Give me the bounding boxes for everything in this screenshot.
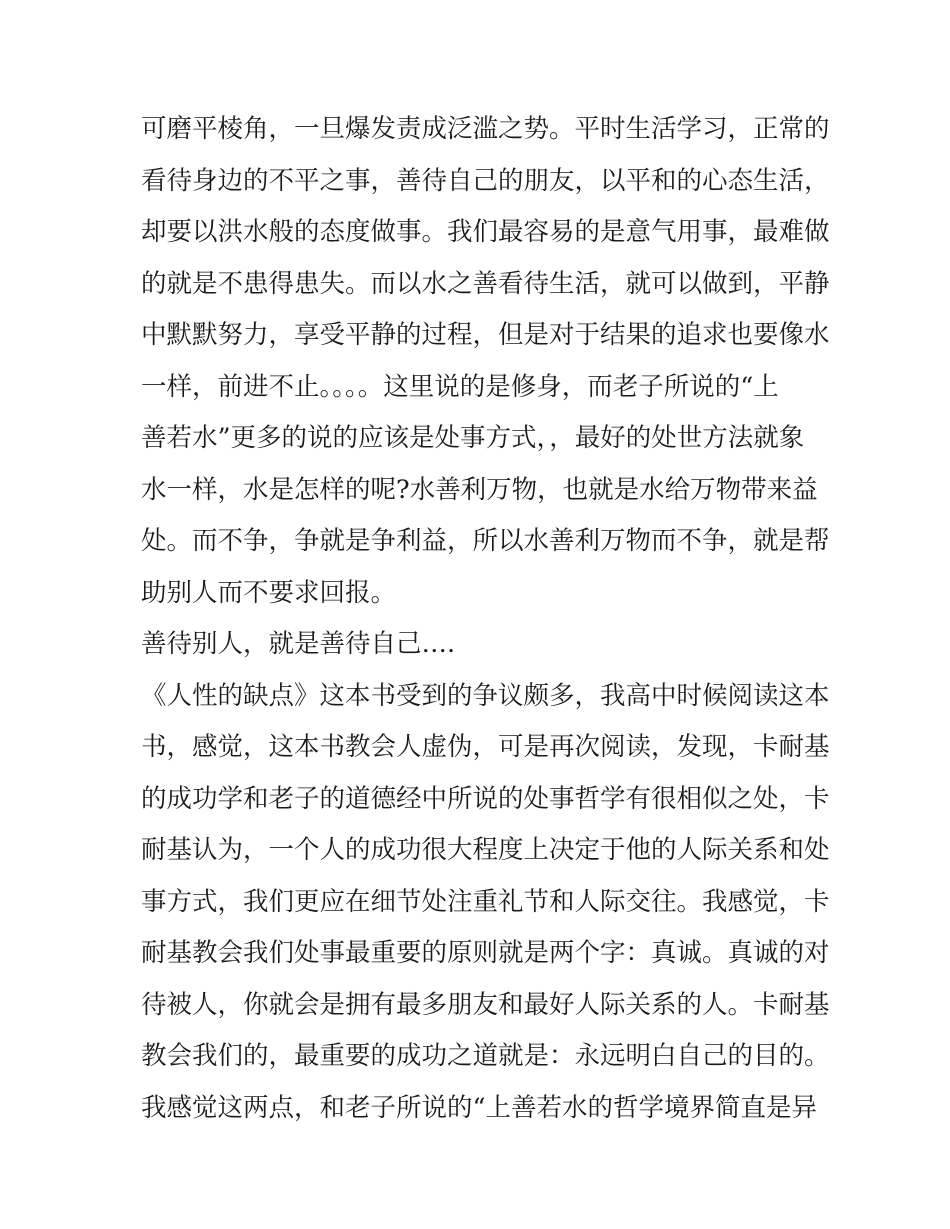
body-text (141, 104, 830, 1134)
text-line-13: 书，感觉，这本书教会人虚伪，可是再次阅读，发现，卡耐基 (141, 732, 830, 762)
text-line-9: 处。而不争，争就是争利益，所以水善利万物而不争，就是帮 (141, 526, 830, 556)
text-line-8: 水一样，水是怎样的呢?水善利万物，也就是水给万物带来益 (141, 474, 818, 505)
text-line-19: 教会我们的，最重要的成功之道就是：永远明白自己的目的。 (141, 1041, 830, 1071)
text-line-20: 我感觉这两点，和老子所说的“上善若水的哲学境界简直是异 (141, 1092, 818, 1123)
text-line-2: 看待身边的不平之事，善待自己的朋友，以平和的心态生活， (141, 165, 830, 196)
text-line-15: 耐基认为，一个人的成功很大程度上决定于他的人际关系和处 (141, 835, 830, 865)
text-line-10: 助别人而不要求回报。 (141, 577, 397, 608)
text-line-6: 一样，前进不止。。。。这里说的是修身，而老子所说的“上 (141, 371, 779, 402)
text-line-17: 耐基教会我们处事最重要的原则就是两个字：真诚。真诚的对 (141, 938, 830, 968)
text-line-5: 中默默努力，享受平静的过程，但是对于结果的追求也要像水 (141, 320, 830, 350)
text-line-14: 的成功学和老子的道德经中所说的处事哲学有很相似之处，卡 (141, 783, 830, 814)
text-line-12: 《人性的缺点》这本书受到的争议颇多，我高中时候阅读这本 (141, 680, 830, 711)
text-line-3: 却要以洪水般的态度做事。我们最容易的是意气用事，最难做 (141, 217, 830, 247)
text-line-18: 待被人，你就会是拥有最多朋友和最好人际关系的人。卡耐基 (141, 989, 830, 1020)
text-line-16: 事方式，我们更应在细节处注重礼节和人际交往。我感觉，卡 (141, 886, 830, 917)
text-line-4: 的就是不患得患失。而以水之善看待生活，就可以做到，平静 (141, 268, 830, 299)
text-line-1: 可磨平棱角，一旦爆发责成泛滥之势。平时生活学习，正常的 (141, 114, 830, 144)
text-line-7: 善若水”更多的说的应该是处事方式，，最好的处世方法就象 (141, 423, 805, 453)
text-line-11: 善待别人，就是善待自己…. (141, 629, 456, 659)
